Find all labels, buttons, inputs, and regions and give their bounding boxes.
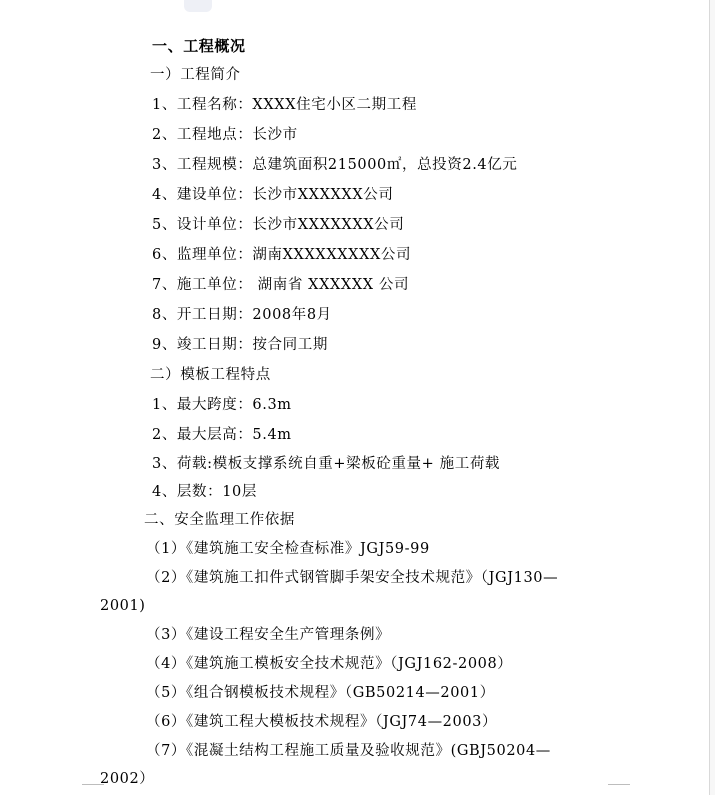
basis-item-6: （6）《建筑工程大模板技术规程》（JGJ74—2003） [146,714,498,730]
page-right-edge [709,0,715,795]
subsection-heading-formwork: 二）模板工程特点 [150,367,271,383]
subsection-heading-intro: 一）工程简介 [150,67,241,83]
basis-item-4: （4）《建筑施工模板安全技术规范》（JGJ162-2008） [146,656,513,672]
max-span-line: 1、最大跨度：6.3m [152,397,292,413]
construction-unit-line: 7、施工单位： 湖南省 XXXXXX 公司 [152,277,410,293]
floors-line: 4、层数：10层 [152,484,257,500]
project-location-line: 2、工程地点：长沙市 [152,127,298,143]
load-line: 3、荷载:模板支撑系统自重+梁板砼重量+ 施工荷载 [152,456,501,472]
basis-item-7: （7）《混凝土结构工程施工质量及验收规范》(GBJ50204— [146,743,551,759]
basis-item-7-continued: 2002） [100,771,155,787]
supervision-unit-line: 6、监理单位：湖南XXXXXXXXX公司 [152,247,412,263]
basis-item-5: （5）《组合钢模板技术规程》（GB50214—2001） [146,685,495,701]
design-unit-line: 5、设计单位：长沙市XXXXXXX公司 [152,217,405,233]
basis-item-2: （2）《建筑施工扣件式钢管脚手架安全技术规范》（JGJ130— [146,570,559,586]
max-storey-height-line: 2、最大层高：5.4m [152,427,292,443]
completion-date-line: 9、竣工日期：按合同工期 [152,337,328,353]
section-heading-basis: 二、安全监理工作依据 [144,512,295,528]
basis-item-3: （3）《建设工程安全生产管理条例》 [146,627,391,643]
basis-item-1: （1）《建筑施工安全检查标准》JGJ59-99 [146,541,430,557]
start-date-line: 8、开工日期：2008年8月 [152,307,332,323]
basis-item-2-continued: 2001) [100,598,146,614]
owner-unit-line: 4、建设单位：长沙市XXXXXX公司 [152,187,394,203]
page-corner-marker-right [608,784,630,793]
page-corner-marker-left [82,784,104,793]
page-top-marker [184,0,212,12]
section-heading-overview: 一、工程概况 [152,37,246,55]
project-scale-line: 3、工程规模：总建筑面积215000㎡，总投资2.4亿元 [152,157,518,173]
project-name-line: 1、工程名称：XXXX住宅小区二期工程 [152,97,417,113]
